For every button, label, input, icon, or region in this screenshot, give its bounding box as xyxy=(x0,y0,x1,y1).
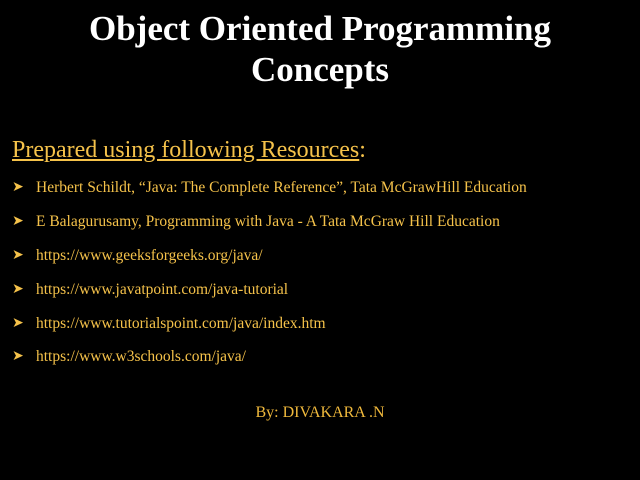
page-title: Object Oriented Programming Concepts xyxy=(88,9,552,90)
section-heading-text: Prepared using following Resources xyxy=(12,137,360,163)
list-item xyxy=(12,212,632,231)
list-item-link[interactable]: https://www.geeksforgeeks.org/java/ xyxy=(36,246,263,264)
list-item-label: Herbert Schildt, “Java: The Complete Reference”, Tata McGrawHill Education xyxy=(36,179,527,196)
arrow-bullet-icon: ➤ xyxy=(12,349,24,365)
arrow-bullet-icon: ➤ xyxy=(12,247,24,263)
author-byline: By: DIVAKARA .N xyxy=(255,404,385,421)
list-item xyxy=(12,347,632,366)
list-item-link[interactable]: https://www.tutorialspoint.com/java/index.htm xyxy=(36,314,326,332)
list-item xyxy=(12,314,632,333)
list-item-link[interactable]: https://www.w3schools.com/java/ xyxy=(36,348,246,366)
list-item xyxy=(12,280,632,299)
section-heading xyxy=(12,137,366,164)
list-item xyxy=(12,246,632,265)
list-item-label: E Balagurusamy, Programming with Java - A Tata McGraw Hill Education xyxy=(36,212,500,230)
list-item xyxy=(12,178,632,197)
resource-list xyxy=(12,178,632,381)
arrow-bullet-icon: ➤ xyxy=(12,281,24,297)
arrow-bullet-icon: ➤ xyxy=(12,315,24,331)
arrow-bullet-icon: ➤ xyxy=(12,213,24,229)
section-heading-suffix: : xyxy=(359,137,366,163)
arrow-bullet-icon: ➤ xyxy=(12,180,24,195)
list-item-link[interactable]: https://www.javatpoint.com/java-tutorial xyxy=(36,280,289,298)
